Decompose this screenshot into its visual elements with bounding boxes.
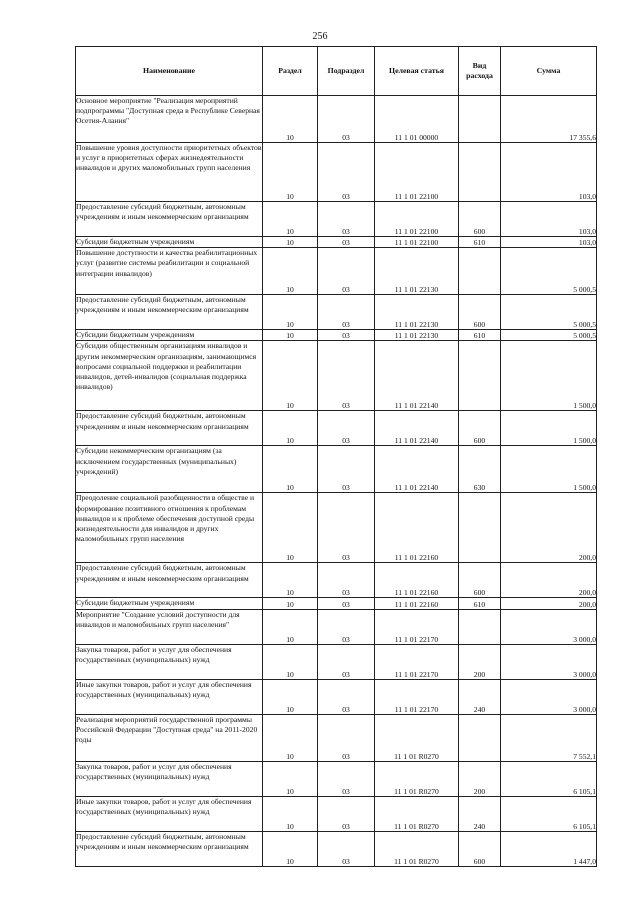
- row-section: 10: [263, 248, 318, 295]
- row-section: 10: [263, 679, 318, 714]
- row-section: 10: [263, 493, 318, 563]
- row-section: 10: [263, 96, 318, 143]
- row-subsection: 03: [318, 714, 375, 761]
- row-target: 11 1 01 R0270: [375, 796, 459, 831]
- table-row: [76, 831, 597, 866]
- row-expense-type: 600: [459, 411, 501, 446]
- row-expense-type: 630: [459, 446, 501, 493]
- row-target: 11 1 01 22100: [375, 143, 459, 202]
- row-section: 10: [263, 761, 318, 796]
- budget-table: [75, 46, 597, 867]
- table-row: [76, 598, 597, 609]
- row-sum: 17 355,6: [501, 96, 597, 143]
- table-row: [76, 330, 597, 341]
- table-row: [76, 609, 597, 644]
- row-name: Повышение доступности и качества реабилитационных услуг (развитие системы реабилитации и социальной интеграции инвалидов): [76, 248, 263, 295]
- row-expense-type: 600: [459, 563, 501, 598]
- row-sum: 103,0: [501, 202, 597, 237]
- row-subsection: 03: [318, 446, 375, 493]
- row-target: 11 1 01 R0270: [375, 714, 459, 761]
- row-sum: 103,0: [501, 237, 597, 248]
- header-name: Наименование: [76, 47, 263, 96]
- row-subsection: 03: [318, 679, 375, 714]
- row-subsection: 03: [318, 563, 375, 598]
- row-subsection: 03: [318, 609, 375, 644]
- row-section: 10: [263, 202, 318, 237]
- row-target: 11 1 01 R0270: [375, 831, 459, 866]
- row-section: 10: [263, 237, 318, 248]
- row-name: Субсидии бюджетным учреждениям: [76, 330, 263, 341]
- row-subsection: 03: [318, 598, 375, 609]
- page-number: 256: [312, 31, 328, 42]
- row-subsection: 03: [318, 143, 375, 202]
- row-target: 11 1 01 22100: [375, 202, 459, 237]
- row-name: Субсидии некоммерческим организациям (за исключением государственных (муниципальных) учреждений): [76, 446, 263, 493]
- row-target: 11 1 01 22140: [375, 341, 459, 411]
- row-sum: 1 500,0: [501, 411, 597, 446]
- row-expense-type: 240: [459, 679, 501, 714]
- row-sum: 3 000,0: [501, 609, 597, 644]
- row-section: 10: [263, 295, 318, 330]
- row-target: 11 1 01 22160: [375, 563, 459, 598]
- table-row: [76, 493, 597, 563]
- row-sum: 5 000,5: [501, 330, 597, 341]
- row-expense-type: 600: [459, 295, 501, 330]
- row-expense-type: 610: [459, 598, 501, 609]
- row-sum: 6 105,1: [501, 761, 597, 796]
- row-expense-type: [459, 714, 501, 761]
- row-section: 10: [263, 609, 318, 644]
- table-header-row: [76, 47, 597, 96]
- row-expense-type: [459, 96, 501, 143]
- row-section: 10: [263, 644, 318, 679]
- row-target: 11 1 01 22160: [375, 598, 459, 609]
- row-section: 10: [263, 714, 318, 761]
- row-sum: 6 105,1: [501, 796, 597, 831]
- row-target: 11 1 01 R0270: [375, 761, 459, 796]
- row-expense-type: 600: [459, 202, 501, 237]
- row-subsection: 03: [318, 295, 375, 330]
- row-expense-type: [459, 609, 501, 644]
- row-section: 10: [263, 796, 318, 831]
- row-subsection: 03: [318, 248, 375, 295]
- row-name: Реализация мероприятий государственной программы Российской Федерации "Доступная среда" на 2011-2020 годы: [76, 714, 263, 761]
- row-expense-type: 610: [459, 330, 501, 341]
- row-expense-type: [459, 341, 501, 411]
- row-name: Иные закупки товаров, работ и услуг для обеспечения государственных (муниципальных) нужд: [76, 679, 263, 714]
- row-target: 11 1 01 22140: [375, 446, 459, 493]
- row-target: 11 1 01 22170: [375, 609, 459, 644]
- row-expense-type: [459, 248, 501, 295]
- row-subsection: 03: [318, 237, 375, 248]
- row-name: Предоставление субсидий бюджетным, автономным учреждениям и иным некоммерческим организациям: [76, 202, 263, 237]
- header-expense-type: Вид расхода: [459, 47, 501, 96]
- row-sum: 5 000,5: [501, 295, 597, 330]
- header-target: Целевая статья: [375, 47, 459, 96]
- row-name: Преодоление социальной разобщенности в обществе и формирование позитивного отношения к проблемам инвалидов и к проблеме обеспечения доступной среды жизнедеятельности для инвалидов и других маломобильных групп населения: [76, 493, 263, 563]
- row-sum: 7 552,1: [501, 714, 597, 761]
- row-expense-type: 610: [459, 237, 501, 248]
- row-sum: 200,0: [501, 598, 597, 609]
- header-subsection: Подраздел: [318, 47, 375, 96]
- row-name: Основное мероприятие "Реализация мероприятий подпрограммы "Доступная среда в Республике Северная Осетия-Алания": [76, 96, 263, 143]
- table-row: [76, 679, 597, 714]
- row-target: 11 1 01 00000: [375, 96, 459, 143]
- row-section: 10: [263, 341, 318, 411]
- row-name: Предоставление субсидий бюджетным, автономным учреждениям и иным некоммерческим организациям: [76, 563, 263, 598]
- row-name: Субсидии бюджетным учреждениям: [76, 598, 263, 609]
- row-name: Предоставление субсидий бюджетным, автономным учреждениям и иным некоммерческим организациям: [76, 411, 263, 446]
- row-name: Субсидии общественным организациям инвалидов и другим некоммерческим организациям, занимающимся вопросами социальной поддержки и реабилитации инвалидов, детей-инвалидов (социальная поддержка инвалидов): [76, 341, 263, 411]
- row-target: 11 1 01 22160: [375, 493, 459, 563]
- row-target: 11 1 01 22130: [375, 295, 459, 330]
- row-name: Субсидии бюджетным учреждениям: [76, 237, 263, 248]
- row-name: Закупка товаров, работ и услуг для обеспечения государственных (муниципальных) нужд: [76, 644, 263, 679]
- row-name: Предоставление субсидий бюджетным, автономным учреждениям и иным некоммерческим организациям: [76, 295, 263, 330]
- row-target: 11 1 01 22170: [375, 644, 459, 679]
- row-subsection: 03: [318, 644, 375, 679]
- row-subsection: 03: [318, 761, 375, 796]
- table-row: [76, 248, 597, 295]
- row-sum: 200,0: [501, 563, 597, 598]
- row-subsection: 03: [318, 493, 375, 563]
- row-subsection: 03: [318, 411, 375, 446]
- table-row: [76, 143, 597, 202]
- row-section: 10: [263, 446, 318, 493]
- table-row: [76, 295, 597, 330]
- row-subsection: 03: [318, 831, 375, 866]
- row-sum: 3 000,0: [501, 679, 597, 714]
- header-section: Раздел: [263, 47, 318, 96]
- row-sum: 103,0: [501, 143, 597, 202]
- table-row: [76, 761, 597, 796]
- row-target: 11 1 01 22130: [375, 248, 459, 295]
- row-sum: 5 000,5: [501, 248, 597, 295]
- row-subsection: 03: [318, 330, 375, 341]
- row-subsection: 03: [318, 796, 375, 831]
- row-sum: 1 500,0: [501, 446, 597, 493]
- table-row: [76, 644, 597, 679]
- table-row: [76, 796, 597, 831]
- table-row: [76, 202, 597, 237]
- row-target: 11 1 01 22130: [375, 330, 459, 341]
- row-target: 11 1 01 22140: [375, 411, 459, 446]
- row-expense-type: [459, 493, 501, 563]
- row-target: 11 1 01 22170: [375, 679, 459, 714]
- row-subsection: 03: [318, 96, 375, 143]
- row-expense-type: [459, 143, 501, 202]
- row-section: 10: [263, 831, 318, 866]
- row-section: 10: [263, 563, 318, 598]
- row-sum: 200,0: [501, 493, 597, 563]
- header-sum: Сумма: [501, 47, 597, 96]
- row-section: 10: [263, 143, 318, 202]
- row-name: Мероприятие "Создание условий доступности для инвалидов и маломобильных групп населения": [76, 609, 263, 644]
- table-row: [76, 96, 597, 143]
- row-sum: 1 447,0: [501, 831, 597, 866]
- table-row: [76, 714, 597, 761]
- row-section: 10: [263, 411, 318, 446]
- row-section: 10: [263, 330, 318, 341]
- row-expense-type: 200: [459, 761, 501, 796]
- table-row: [76, 411, 597, 446]
- row-subsection: 03: [318, 202, 375, 237]
- table-row: [76, 446, 597, 493]
- table-row: [76, 341, 597, 411]
- row-sum: 1 500,0: [501, 341, 597, 411]
- row-name: Иные закупки товаров, работ и услуг для обеспечения государственных (муниципальных) нужд: [76, 796, 263, 831]
- table-row: [76, 563, 597, 598]
- row-name: Предоставление субсидий бюджетным, автономным учреждениям и иным некоммерческим организациям: [76, 831, 263, 866]
- row-sum: 3 000,0: [501, 644, 597, 679]
- row-expense-type: 200: [459, 644, 501, 679]
- row-expense-type: 600: [459, 831, 501, 866]
- row-target: 11 1 01 22100: [375, 237, 459, 248]
- row-expense-type: 240: [459, 796, 501, 831]
- row-section: 10: [263, 598, 318, 609]
- table-row: [76, 237, 597, 248]
- row-name: Закупка товаров, работ и услуг для обеспечения государственных (муниципальных) нужд: [76, 761, 263, 796]
- row-subsection: 03: [318, 341, 375, 411]
- row-name: Повышение уровня доступности приоритетных объектов и услуг в приоритетных сферах жизнедеятельности инвалидов и других маломобильных групп населения: [76, 143, 263, 202]
